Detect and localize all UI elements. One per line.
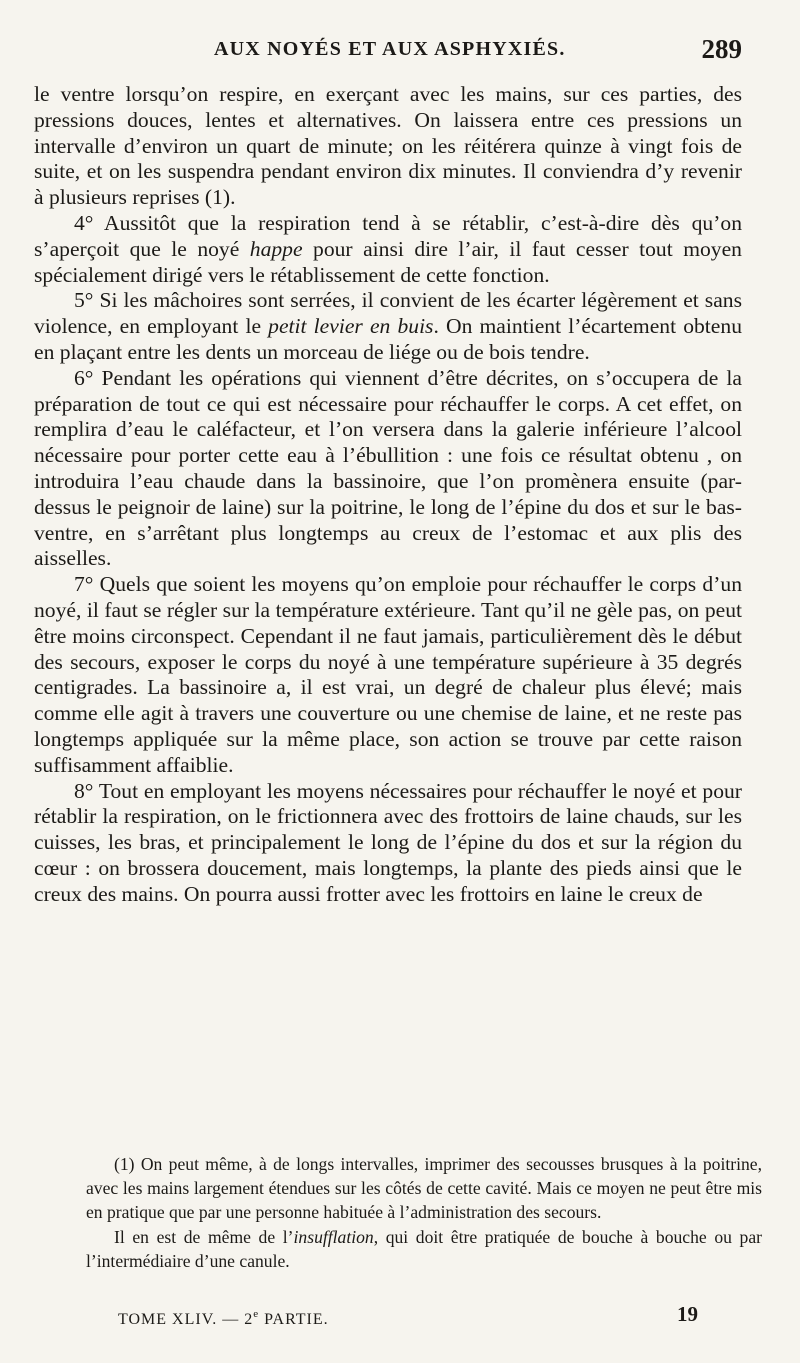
footnote-text: On peut même, à de longs intervalles, imprimer des secousses brusques à la poitrine, avec les mains largement étendues sur les côtés de cette cavité. Mais ce moyen ne peut être mis en pratique que par une personne habituée à l’administration des secours. [86,1154,762,1223]
paragraph-text: . On maintient l’écartement obtenu en plaçant entre les dents un morceau de liége ou de bois tendre. [34,314,742,364]
italic-term: happe [249,236,303,261]
paragraph-number: 8° [74,778,94,803]
volume-part-label [118,1308,329,1329]
printer-signature [118,1300,698,1330]
footnote-reference: (1) [204,185,231,210]
paragraph-end: . [230,185,236,210]
numbered-paragraph-8 [34,779,742,908]
paragraph-text: Si les mâchoires sont serrées, il convient de les écarter légèrement et sans violence, en employant le [34,288,742,339]
part-number: 2 [244,1311,254,1328]
page-number: 289 [701,34,742,64]
part-superscript: e [253,1308,260,1320]
footnotes [86,1152,762,1273]
numbered-paragraph-6 [34,366,742,572]
paragraph-continuation [34,82,742,211]
numbered-paragraph-7 [34,572,742,778]
footnote-text: , qui doit être pratiquée de bouche à bouche ou par l’intermédiaire d’une canule. [86,1226,762,1271]
italic-term: petit levier en buis [268,314,434,339]
page-header [34,34,742,70]
paragraph-text: le ventre lorsqu’on respire, en exerçant avec les mains, sur ces parties, des pressions douces, lentes et alternatives. On laissera entre ces pressions un intervalle d’environ un quart de minute; on les réitérera quinze à vingt fois de suite, et on les suspendra pendant environ dix minutes. Il conviendra d’y revenir à plusieurs reprises [34,82,742,210]
paragraph-number: 6° [74,365,94,390]
paragraph-text: Aussitôt que la respiration tend à se rétablir, c’est-à-dire dès qu’on s’aperçoit que le noyé [34,210,742,261]
volume-label: TOME XLIV. — [118,1311,240,1328]
sheet-number: 19 [677,1302,698,1326]
part-label: PARTIE. [264,1311,329,1328]
paragraph-text: Tout en employant les moyens nécessaires pour réchauffer le noyé et pour rétablir la respiration, on le frictionnera avec des frottoirs de laine chauds, sur les cuisses, les bras, et principalement le long de l’épine du dos et sur la région du cœur : on brossera doucement, mais longtemps, la plante des pieds ainsi que le creux des mains. On pourra aussi frotter avec les frottoirs en laine le creux de [34,778,742,906]
footnote-text: Il en est de même de l’ [114,1226,294,1247]
running-title: AUX NOYÉS ET AUX ASPHYXIÉS. [214,38,566,60]
body-text [34,82,742,908]
paragraph-number: 7° [74,572,94,597]
footnote-1-continuation [86,1225,762,1273]
paragraph-text: Pendant les opérations qui viennent d’être décrites, on s’occupera de la préparation de tout ce qui est nécessaire pour réchauffer le corps. A cet effet, on remplira d’eau le caléfacteur, et l’on versera dans la galerie inférieure l’alcool nécessaire pour porter cette eau à l’ébullition : une fois ce résultat obtenu , on introduira l’eau chaude dans la bassinoire, que l’on promènera ensuite (par-dessus le peignoir de laine) sur la poitrine, le long de l’épine du dos et sur le bas-ventre, en s’arrêtant plus longtemps au creux de l’estomac et aux plis des aisselles. [34,365,742,571]
paragraph-text: Quels que soient les moyens qu’on emploie pour réchauffer le corps d’un noyé, il faut se régler sur la température extérieure. Tant qu’il ne gèle pas, on peut être moins circonspect. Cependant il ne faut jamais, particulièrement dès le début des secours, exposer le corps du noyé à une température supérieure à 35 degrés centigrades. La bassinoire a, il est vrai, un degré de chaleur plus élevé; mais comme elle agit à travers une couverture ou une chemise de laine, et ne reste pas longtemps appliquée sur la même place, son action se trouve par cette raison suffisamment affaiblie. [34,572,742,777]
numbered-paragraph-4 [34,211,742,288]
paragraph-number: 4° [74,210,94,235]
footnote-label: (1) [114,1154,135,1174]
numbered-paragraph-5 [34,288,742,365]
italic-term: insufflation [293,1226,374,1247]
paragraph-text: pour ainsi dire l’air, il faut cesser tout moyen spécialement dirigé vers le rétablissement de cette fonction. [34,236,742,287]
footnote-1 [86,1152,762,1225]
paragraph-number: 5° [74,288,94,313]
